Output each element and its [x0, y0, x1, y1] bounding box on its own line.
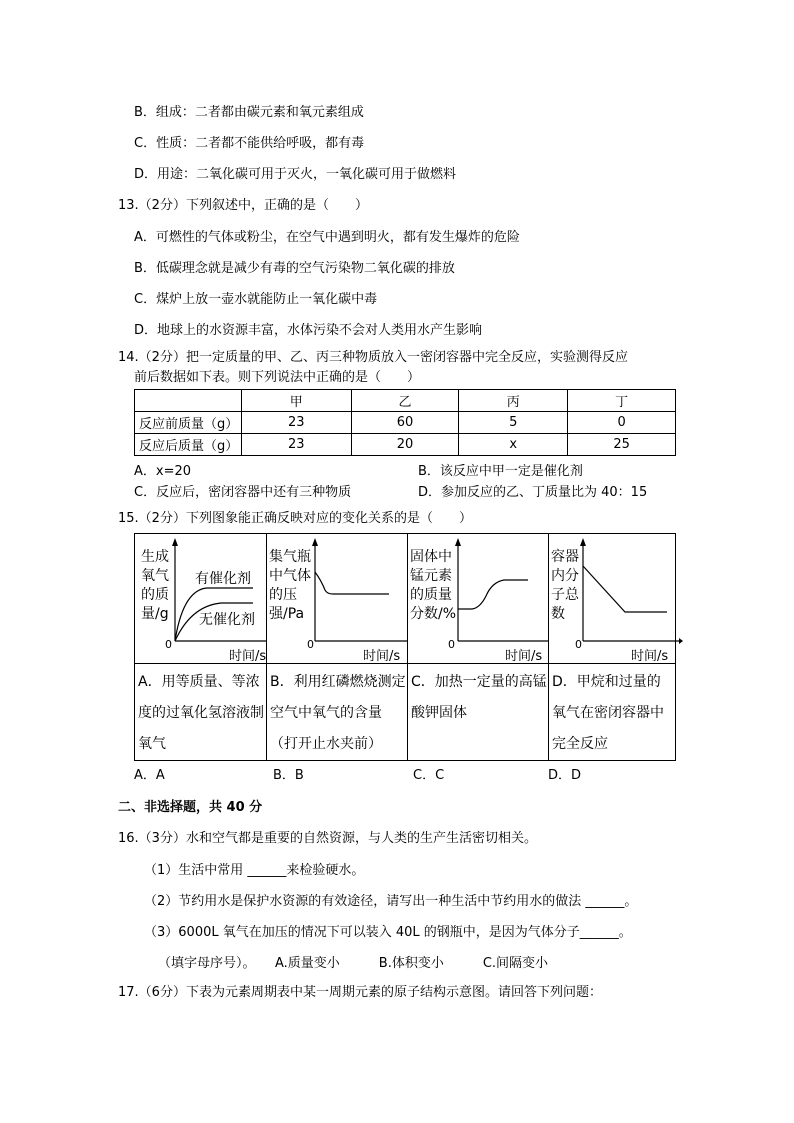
- q14-option-a: A．x=20: [134, 464, 192, 479]
- graph-d-origin: 0: [575, 638, 582, 651]
- q14-data-table: [134, 389, 676, 456]
- table-header-row: [135, 390, 676, 412]
- q14-option-d: D．参加反应的乙、丁质量比为 40：15: [418, 485, 648, 500]
- graph-b-caption: B．利用红磷燃烧测定空气中氧气的含量（打开止水夹前）: [270, 674, 406, 752]
- q12-option-c: C．性质：二者都不能供给呼吸，都有毒: [134, 136, 365, 151]
- q14-stem-line1: 14.（2分）把一定质量的甲、乙、丙三种物质放入一密闭容器中完全反应，实验测得反应: [118, 350, 628, 365]
- q16-stem: 16.（3分）水和空气都是重要的自然资源，与人类的生产生活密切相关。: [118, 831, 537, 846]
- table-cell: 20: [351, 434, 459, 456]
- section-heading: 二、非选择题，共 40 分: [118, 800, 263, 815]
- table-cell: 25: [568, 434, 676, 456]
- q15-option-b: B．B: [273, 768, 304, 783]
- q16-part1: （1）生活中常用 ______来检验硬水。: [144, 863, 365, 878]
- graph-a-ylabel: 生成氧气的质量/g: [141, 549, 169, 622]
- q15-stem: 15.（2分）下列图象能正确反映对应的变化关系的是（ ）: [118, 511, 472, 526]
- table-cell: 反应后质量（g）: [135, 434, 242, 456]
- graph-b-ylabel: 集气瓶中气体的压强/Pa: [269, 549, 311, 622]
- graph-d-caption: D．甲烷和过量的氧气在密闭容器中完全反应: [552, 674, 664, 752]
- q17-stem: 17.（6分）下表为元素周期表中某一周期元素的原子结构示意图。请回答下列问题：: [118, 985, 602, 1000]
- graph-a-plot: [135, 534, 266, 663]
- graph-a-xlabel: 时间/s: [229, 649, 267, 664]
- q15-option-a: A．A: [134, 768, 165, 783]
- table-cell: 23: [241, 434, 351, 456]
- q12-option-b: B．组成：二者都由碳元素和氧元素组成: [134, 105, 364, 120]
- q13-stem: 13.（2分）下列叙述中，正确的是（ ）: [118, 198, 368, 213]
- graph-d-xlabel: 时间/s: [631, 649, 669, 664]
- q14-option-c: C．反应后，密闭容器中还有三种物质: [134, 485, 352, 500]
- table-header-cell: 丁: [568, 390, 676, 412]
- graph-a-caption: A．用等质量、等浓度的过氧化氢溶液制氧气: [138, 674, 264, 752]
- graph-d: [549, 534, 675, 663]
- table-header-cell: 甲: [241, 390, 351, 412]
- table-cell: 60: [351, 412, 459, 434]
- q15-graph-table: [134, 533, 676, 761]
- table-cell: 反应前质量（g）: [135, 412, 242, 434]
- graph-c-origin: 0: [448, 638, 455, 651]
- graph-a-origin: 0: [165, 638, 172, 651]
- q16-part3-choices: （填字母序号）。 A.质量变小 B.体积变小 C.间隔变小: [158, 956, 549, 971]
- table-row: [135, 434, 676, 456]
- graph-d-ylabel: 容器内分子总数: [551, 549, 579, 622]
- graph-b-plot: [267, 534, 407, 663]
- table-cell: x: [459, 434, 568, 456]
- q13-option-a: A．可燃性的气体或粉尘，在空气中遇到明火，都有发生爆炸的危险: [134, 230, 520, 245]
- q13-option-b: B．低碳理念就是减少有毒的空气污染物二氧化碳的排放: [134, 261, 455, 276]
- q16-part2: （2）节约用水是保护水资源的有效途径，请写出一种生活中节约用水的做法 ______。: [144, 894, 638, 909]
- graph-a-curve2-label: 无催化剂: [199, 612, 255, 628]
- graph-a-curve1-label: 有催化剂: [195, 571, 251, 587]
- q12-option-d: D．用途：二氧化碳可用于灭火，一氧化碳可用于做燃料: [134, 167, 457, 182]
- table-cell: 0: [568, 412, 676, 434]
- graph-b: [267, 534, 407, 663]
- q14-stem-line2: 前后数据如下表。则下列说法中正确的是（ ）: [134, 370, 421, 385]
- q16-part3: （3）6000L 氧气在加压的情况下可以装入 40L 的钢瓶中，是因为气体分子______。: [144, 925, 632, 940]
- graph-c-plot: [408, 534, 548, 663]
- q15-option-c: C．C: [413, 768, 445, 783]
- q14-option-b: B．该反应中甲一定是催化剂: [418, 464, 583, 479]
- graph-a: [135, 534, 266, 663]
- table-header-cell: 丙: [459, 390, 568, 412]
- graph-c-ylabel: 固体中锰元素的质量分数/%: [410, 549, 457, 622]
- table-cell: 5: [459, 412, 568, 434]
- q13-option-d: D．地球上的水资源丰富，水体污染不会对人类用水产生影响: [134, 323, 483, 338]
- q15-option-d: D．D: [548, 768, 582, 783]
- graph-b-origin: 0: [307, 638, 314, 651]
- graph-c-xlabel: 时间/s: [505, 649, 543, 664]
- graph-b-xlabel: 时间/s: [363, 649, 401, 664]
- table-cell: 23: [241, 412, 351, 434]
- graph-c-caption: C．加热一定量的高锰酸钾固体: [411, 674, 547, 721]
- q13-option-c: C．煤炉上放一壶水就能防止一氧化碳中毒: [134, 292, 378, 307]
- table-row: [135, 412, 676, 434]
- table-header-cell: [135, 390, 242, 412]
- graph-c: [408, 534, 548, 663]
- graph-d-plot: [549, 534, 689, 663]
- table-header-cell: 乙: [351, 390, 459, 412]
